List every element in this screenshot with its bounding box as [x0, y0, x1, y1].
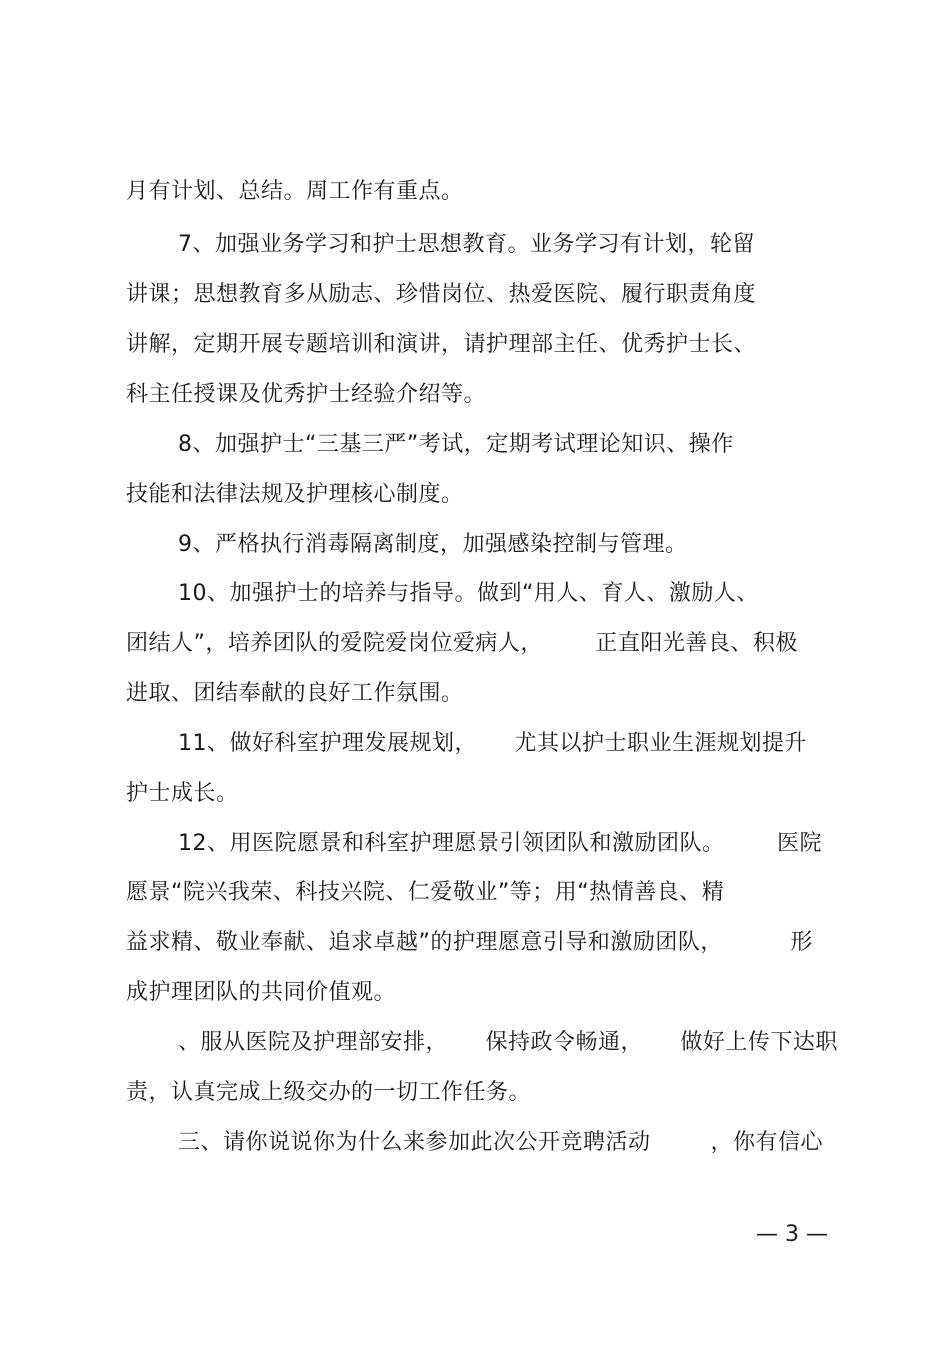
text-line: 、服从医院及护理部安排， 保持政令畅通， 做好上传下达职: [178, 1030, 838, 1055]
text-line: 益求精、敬业奉献、追求卓越”的护理愿意引导和激励团队， 形: [126, 930, 813, 955]
page-number: — 3 —: [756, 1222, 828, 1247]
text-line: 11、做好科室护理发展规划， 尤其以护士职业生涯规划提升: [178, 731, 807, 756]
text-line: 进取、团结奉献的良好工作氛围。: [126, 681, 464, 706]
text-line: 讲解，定期开展专题培训和演讲，请护理部主任、优秀护士长、: [126, 332, 757, 357]
text-line: 7、加强业务学习和护士思想教育。业务学习有计划，轮留: [178, 232, 755, 257]
text-line: 团结人”，培养团队的爱院爱岗位爱病人， 正直阳光善良、积极: [126, 631, 798, 656]
text-line: 愿景“院兴我荣、科技兴院、仁爱敬业”等；用“热情善良、精: [126, 880, 725, 905]
text-line: 讲课；思想教育多从励志、珍惜岗位、热爱医院、履行职责角度: [126, 282, 757, 307]
text-line: 10、加强护士的培养与指导。做到“用人、育人、激励人、: [178, 581, 759, 606]
text-line: 护士成长。: [126, 781, 239, 806]
text-line: 8、加强护士“三基三严”考试，定期考试理论知识、操作: [178, 432, 734, 457]
text-line: 三、请你说说你为什么来参加此次公开竞聘活动 ，你有信心: [178, 1130, 823, 1155]
text-line: 科主任授课及优秀护士经验介绍等。: [126, 382, 487, 407]
text-line: 技能和法律法规及护理核心制度。: [126, 482, 464, 507]
text-line: 责，认真完成上级交办的一切工作任务。: [126, 1080, 532, 1105]
text-line: 9、严格执行消毒隔离制度，加强感染控制与管理。: [178, 532, 688, 557]
text-line: 12、用医院愿景和科室护理愿景引领团队和激励团队。 医院: [178, 831, 822, 856]
text-line: 月有计划、总结。周工作有重点。: [126, 179, 464, 204]
text-line: 成护理团队的共同价值观。: [126, 980, 397, 1005]
